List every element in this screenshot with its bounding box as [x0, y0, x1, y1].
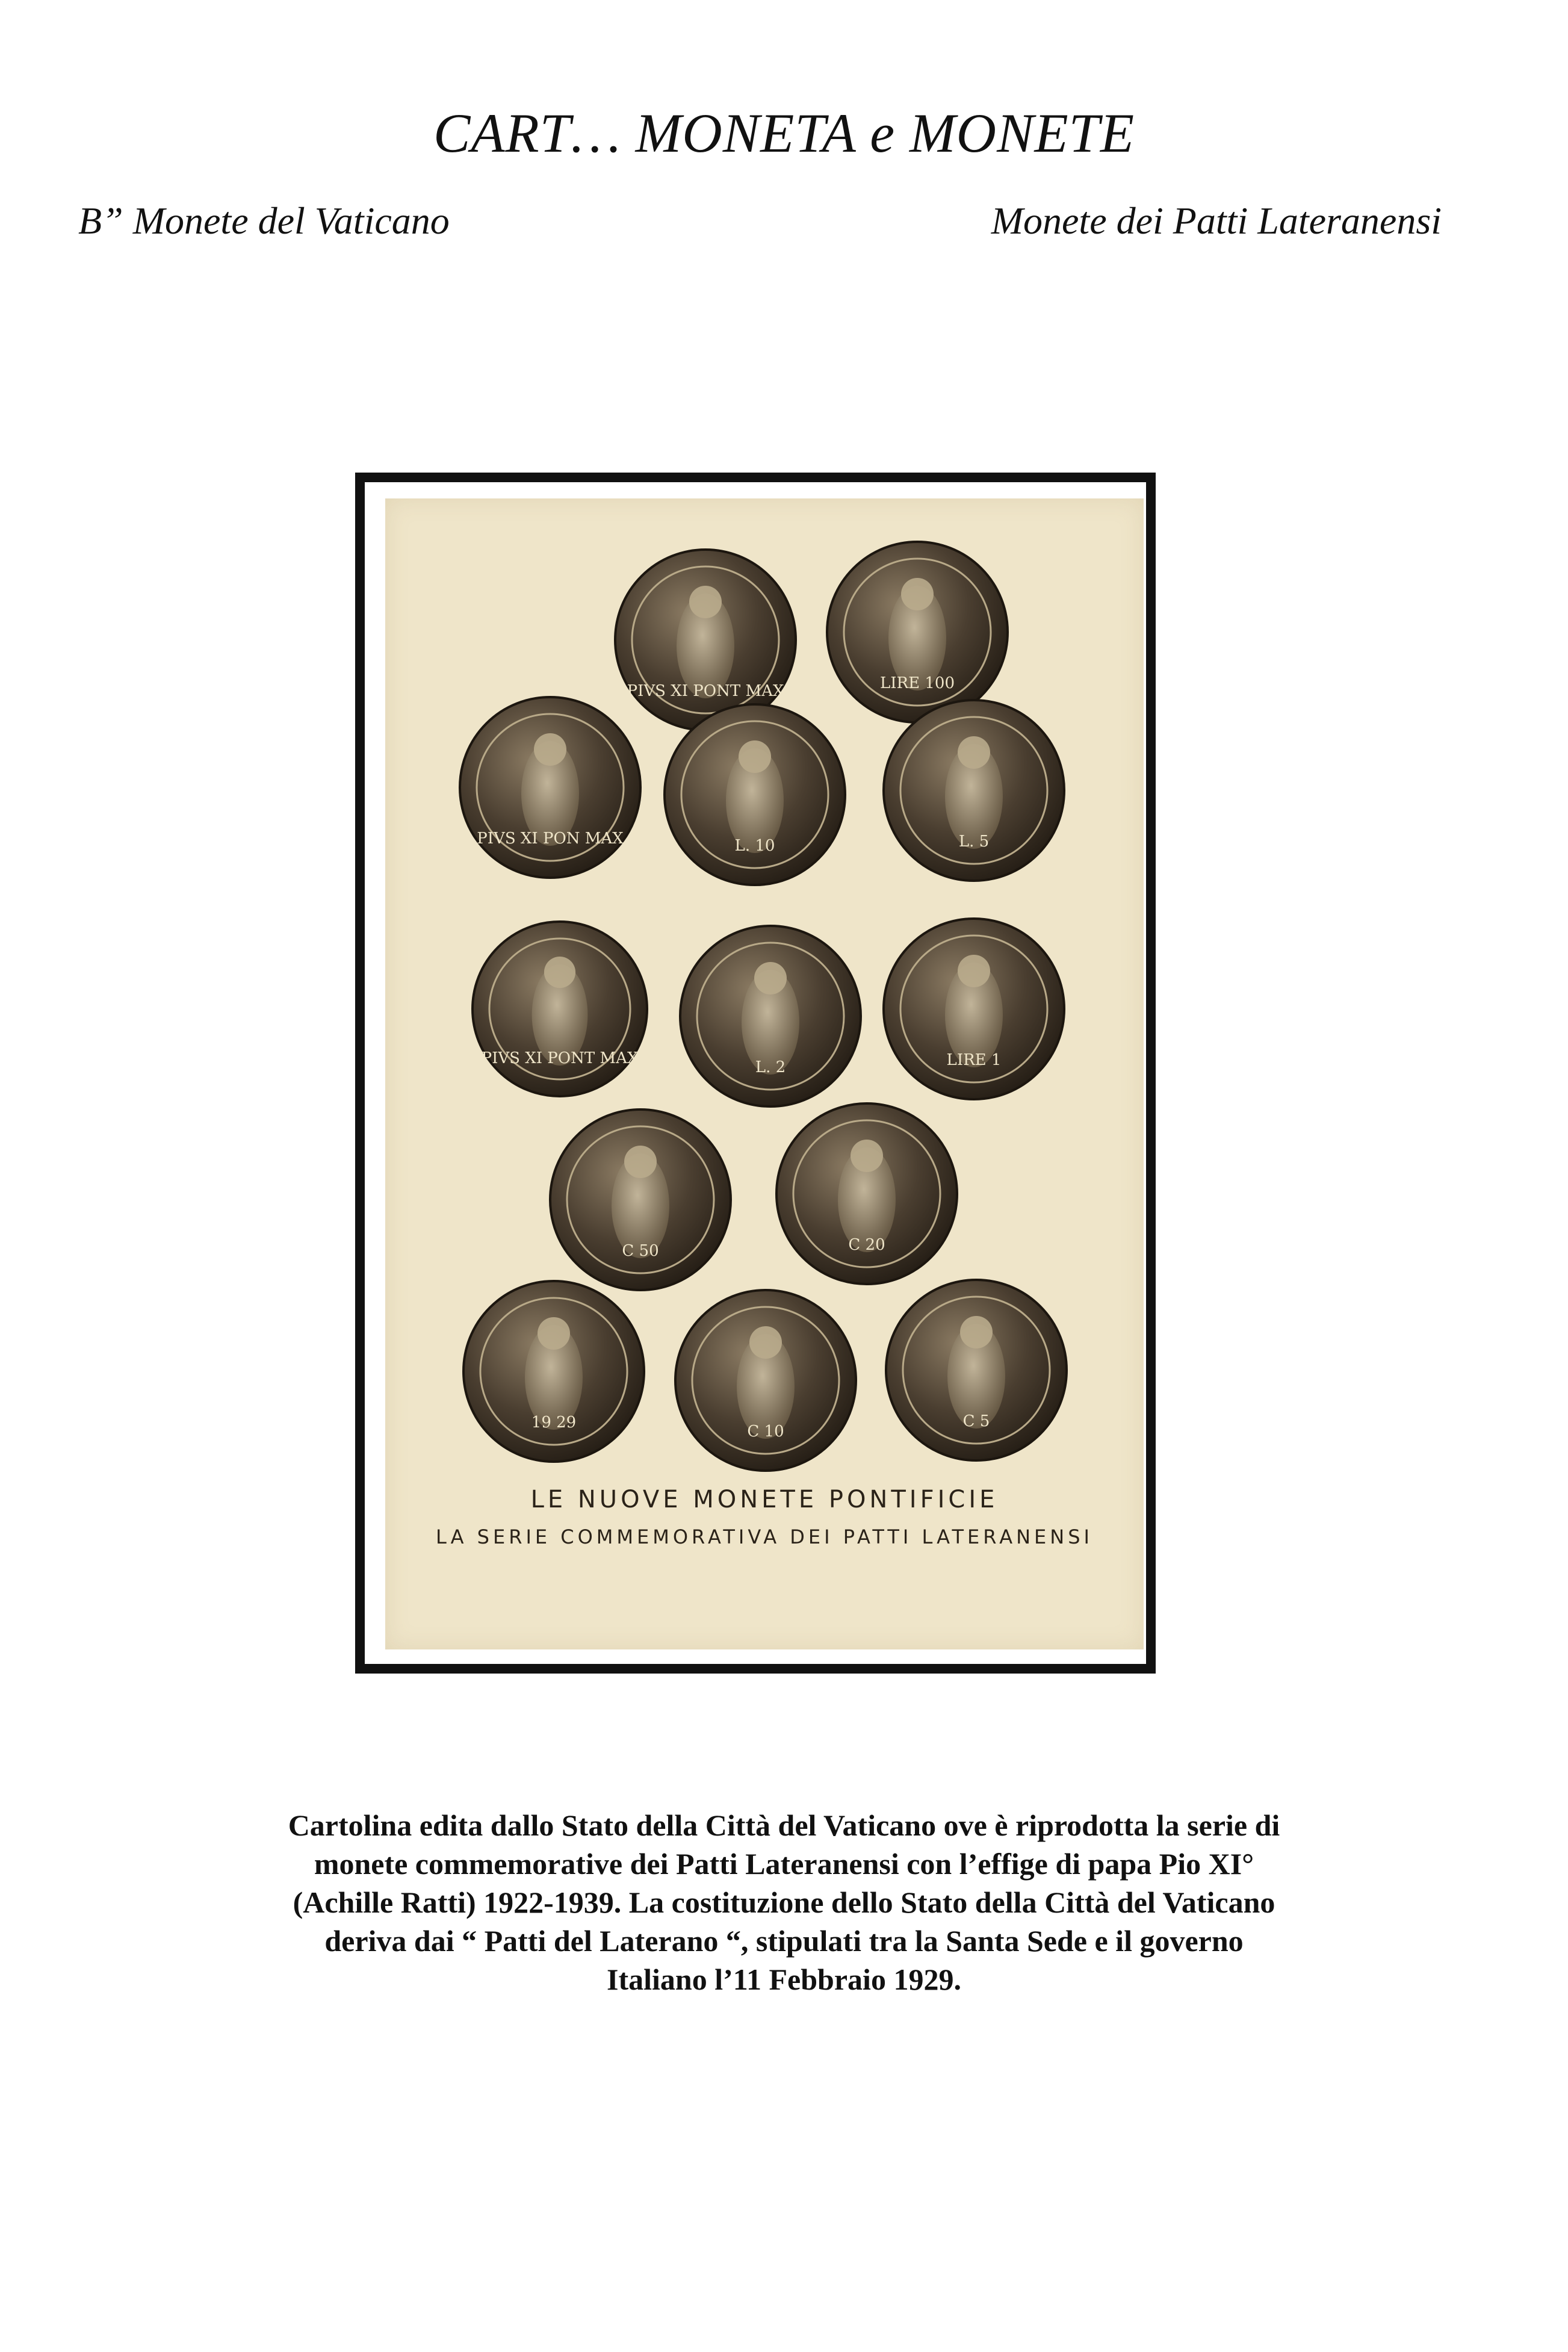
- coin-inscription: C 50: [622, 1242, 659, 1260]
- coin-inscription: LIRE 100: [880, 674, 955, 692]
- coin-pope-portrait-obverse: [615, 550, 796, 730]
- coin-pope-portrait-obverse-2: [460, 697, 640, 878]
- description-line: Italiano l’11 Febbraio 1929.: [607, 1963, 961, 1996]
- section-label-right: Monete dei Patti Lateranensi: [991, 199, 1442, 242]
- coin-5-centesimi: [886, 1280, 1067, 1460]
- coin-inscription: C 5: [962, 1412, 990, 1430]
- coin-coat-of-arms: [473, 922, 647, 1096]
- section-label-left: B” Monete del Vaticano: [78, 199, 450, 242]
- coin-inscription: L. 2: [755, 1058, 786, 1076]
- coin-inscription: PIVS XI PON MAX: [477, 830, 624, 848]
- postcard: [385, 498, 1144, 1649]
- description-line: (Achille Ratti) 1922-1939. La costituzione dello Stato della Città del Vaticano: [293, 1885, 1275, 1919]
- description-line: deriva dai “ Patti del Laterano “, stipulati tra la Santa Sede e il governo: [324, 1924, 1244, 1958]
- coin-1-lira: [884, 919, 1064, 1099]
- coin-10-centesimi: [675, 1290, 856, 1471]
- coins-illustration: [385, 498, 1144, 1474]
- coin-inscription: C 20: [848, 1236, 885, 1254]
- coin-10-lire: [665, 704, 845, 885]
- description-text: [108, 1806, 1460, 1999]
- coin-inscription: LIRE 1: [946, 1051, 1002, 1069]
- coin-5-lire: [884, 700, 1064, 881]
- coin-inscription: PIVS XI PONT MAX: [627, 682, 784, 700]
- coin-inscription: L. 10: [734, 837, 775, 855]
- coin-inscription: L. 5: [958, 833, 990, 851]
- description-line: Cartolina edita dallo Stato della Città del Vaticano ove è riprodotta la serie di: [288, 1808, 1280, 1842]
- coin-inscription: C 10: [747, 1423, 784, 1441]
- coin-100-lire: [827, 542, 1008, 722]
- coin-inscription: PIVS XI PONT MAX: [481, 1049, 639, 1067]
- coin-inscription: 19 29: [531, 1413, 577, 1432]
- postcard-caption-title: LE NUOVE MONETE PONTIFICIE: [530, 1486, 999, 1513]
- coin-2-lire: [680, 926, 861, 1106]
- page-title: CART… MONETA e MONETE: [433, 102, 1135, 164]
- description-line: monete commemorative dei Patti Lateranensi con l’effige di papa Pio XI°: [314, 1847, 1254, 1881]
- coin-coat-of-arms-1929: [463, 1281, 644, 1462]
- postcard-caption-subtitle: LA SERIE COMMEMORATIVA DEI PATTI LATERANENSI: [436, 1525, 1093, 1548]
- coin-20-centesimi: [776, 1103, 957, 1284]
- coin-50-centesimi: [550, 1109, 731, 1290]
